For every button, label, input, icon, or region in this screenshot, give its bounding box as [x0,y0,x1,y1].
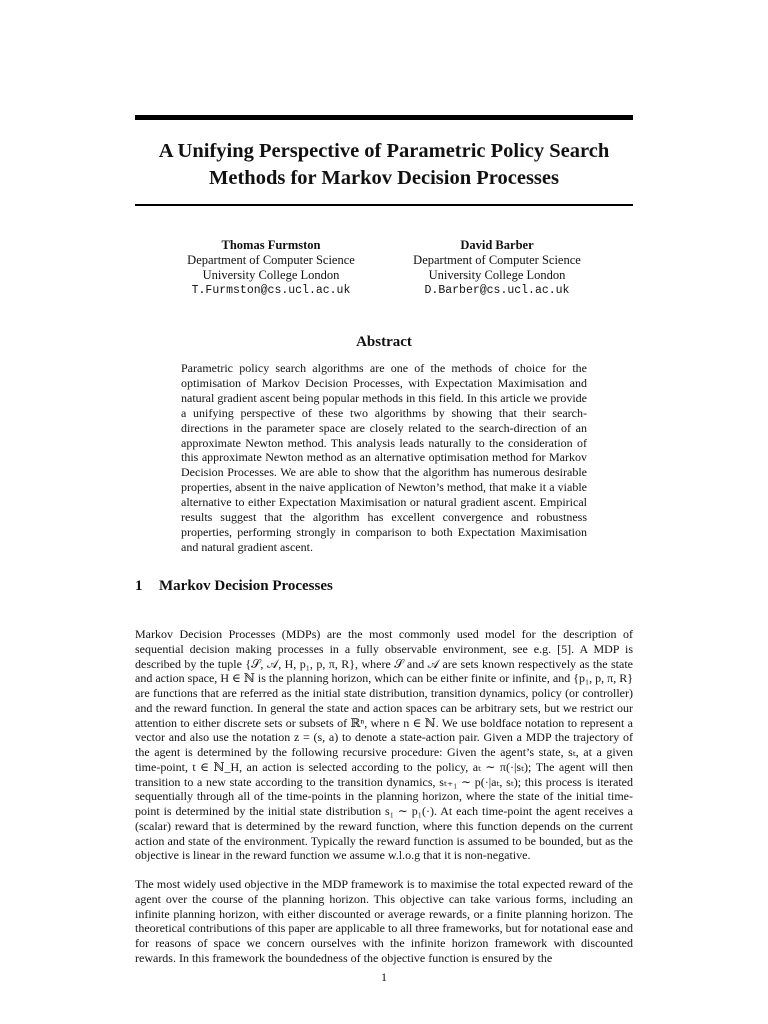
author-institution: University College London [202,268,340,282]
section-number: 1 [135,578,143,594]
author-name: David Barber [460,238,534,252]
body-paragraph: The most widely used objective in the MDP framework is to maximise the total expected reward of the agent over the course of the planning horizon. This objective can take various forms, including an infinite planning horizon, with either discounted or average rewards, or a finite planning horizon. The theoretical contributions of this paper are applicable to all three frameworks, but for notational ease and for reasons of space we concern ourselves with the infinite horizon framework with discounted rewards. In this framework the boundedness of the objective function is ensured by the [135,877,633,965]
paper-title: A Unifying Perspective of Parametric Policy Search Methods for Markov Decision Processes [158,140,610,189]
abstract-text: Parametric policy search algorithms are one of the methods of choice for the optimisation of Markov Decision Processes, with Expectation Maximisation and natural gradient ascent being popular methods in this field. In this article we provide a unifying perspective of these two algorithms by showing that their search-directions in the parameter space are closely related to the search-direction of an approximate Newton method. This analysis leads naturally to the consideration of this approximate Newton method as an alternative optimisation method for Markov Decision Processes. We are able to show that the algorithm has numerous desirable properties, absent in the naive application of Newton’s method, that make it a viable alternative to either Expectation Maximisation or natural gradient ascent. Empirical results suggest that the algorithm has excellent convergence and robustness properties, performing strongly in comparison to both Expectation Maximisation and natural gradient ascent. [181,361,587,554]
abstract-heading: Abstract [356,334,412,350]
author-block-barber [382,238,612,298]
author-institution: University College London [428,268,566,282]
page-number: 1 [381,970,387,984]
title-bottom-rule [135,204,633,206]
author-department: Department of Computer Science [413,253,581,267]
body-paragraph: Markov Decision Processes (MDPs) are the most commonly used model for the description of sequential decision making processes in a fully observable environment, see e.g. [5]. A MDP is described by the tuple {𝒮, 𝒜, H, p₁, p, π, R}, where 𝒮 and 𝒜 are sets known respectively as the state and action space, H ∈ ℕ is the planning horizon, which can be either finite or infinite, and {p₁, p, π, R} are functions that are referred as the initial state distribution, transition dynamics, policy (or controller) and the reward function. In general the state and action spaces can be arbitrary sets, but we restrict our attention to either discrete sets or subsets of ℝⁿ, where n ∈ ℕ. We use boldface notation to represent a vector and also use the notation z = (s, a) to denote a state-action pair. Given a MDP the trajectory of the agent is determined by the following recursive procedure: Given the agent’s state, sₜ, at a given time-point, t ∈ ℕ_H, an action is selected according to the policy, aₜ ∼ π(·|sₜ); The agent will then transition to a new state according to the transition dynamics, sₜ₊₁ ∼ p(·|aₜ, sₜ); this process is iterated sequentially through all of the time-points in the planning horizon, where the state of the initial time-point is determined by the initial state distribution s₁ ∼ p₁(·). At each time-point the agent receives a (scalar) reward that is determined by the reward function, where this function depends on the current action and state of the environment. Typically the reward function is assumed to be bounded, but as the objective is linear in the reward function we assume w.l.o.g that it is non-negative. [135,627,633,863]
author-email[interactable]: D.Barber@cs.ucl.ac.uk [424,284,570,297]
title-top-rule [135,115,633,120]
author-email[interactable]: T.Furmston@cs.ucl.ac.uk [191,284,351,297]
section-title: Markov Decision Processes [159,578,333,594]
author-block-furmston [156,238,386,298]
author-department: Department of Computer Science [187,253,355,267]
author-name: Thomas Furmston [221,238,321,252]
section-heading [135,578,633,595]
